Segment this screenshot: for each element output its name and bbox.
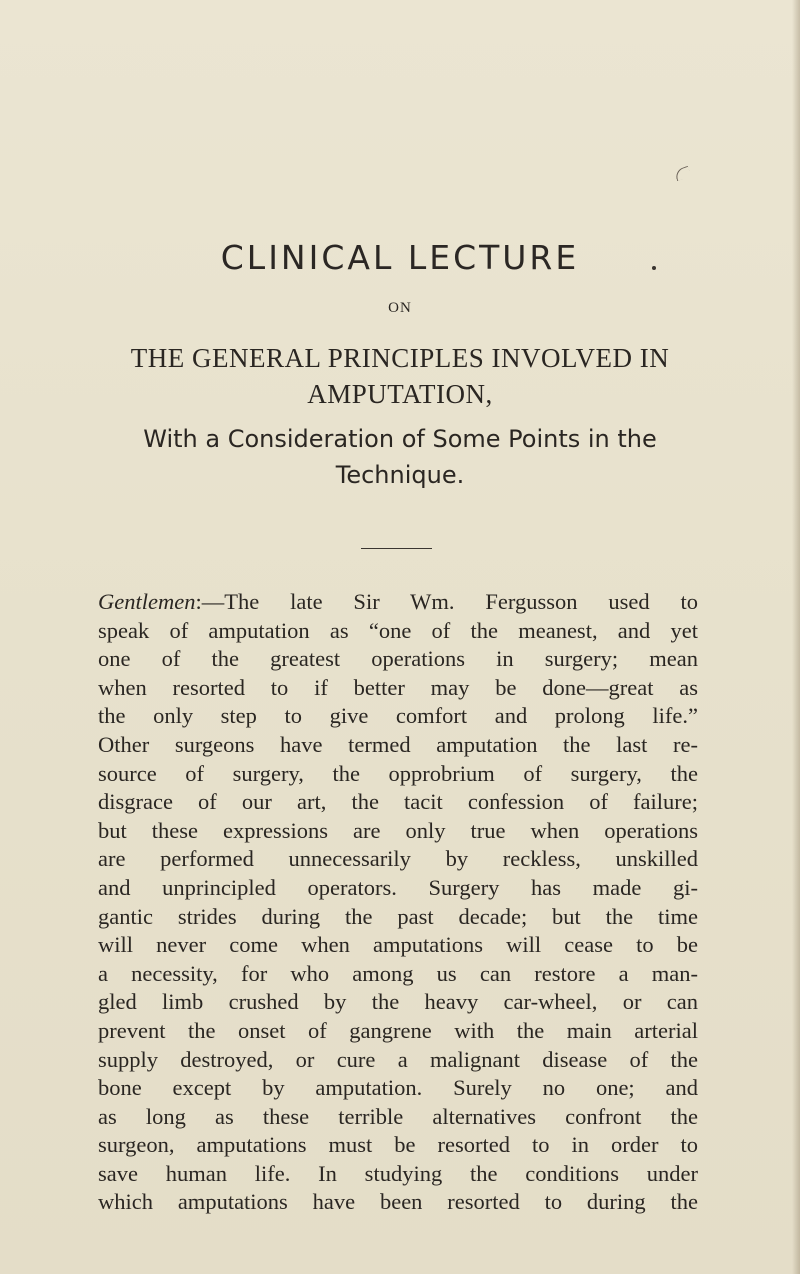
body-line: gantic strides during the past decade; but the time	[98, 903, 698, 929]
body-line-1-text: :—The late Sir Wm. Fergusson used to	[195, 589, 698, 614]
body-line: disgrace of our art, the tacit confession of failure;	[98, 789, 698, 815]
page-edge-shadow	[792, 0, 800, 1274]
subtitle-line-1: THE GENERAL PRINCIPLES INVOLVED IN	[130, 343, 670, 373]
consideration-line-1: With a Consideration of Some Points in the	[143, 425, 657, 453]
body-line: as long as these terrible alternatives confront the	[98, 1103, 698, 1129]
section-divider	[361, 548, 432, 549]
body-line: a necessity, for who among us can restore a man-	[98, 960, 698, 986]
title-connector: ON	[388, 300, 412, 316]
body-line: when resorted to if better may be done—great as	[98, 674, 698, 700]
body-line: save human life. In studying the conditions under	[98, 1160, 698, 1186]
consideration-line-2: Technique.	[335, 461, 465, 489]
body-line: speak of amputation as “one of the meanest, and yet	[98, 617, 698, 643]
lecture-consideration	[0, 421, 800, 493]
body-line: and unprincipled operators. Surgery has made gi-	[98, 874, 698, 900]
body-line: surgeon, amputations must be resorted to in order to	[98, 1132, 698, 1158]
body-line: the only step to give comfort and prolong life.”	[98, 703, 698, 729]
body-line: are performed unnecessarily by reckless, unskilled	[98, 846, 698, 872]
body-line: gled limb crushed by the heavy car-wheel, or can	[98, 989, 698, 1015]
body-line: one of the greatest operations in surgery; mean	[98, 646, 698, 672]
lecture-body	[98, 588, 698, 1217]
lecture-subtitle	[0, 340, 800, 412]
body-line: will never come when amputations will cease to be	[98, 932, 698, 958]
body-line: which amputations have been resorted to during the	[98, 1189, 698, 1215]
body-line: prevent the onset of gangrene with the main arterial	[98, 1017, 698, 1043]
subtitle-line-2: AMPUTATION,	[307, 379, 493, 409]
body-line: Other surgeons have termed amputation the last re-	[98, 731, 698, 757]
pencil-mark	[674, 166, 692, 181]
body-line: bone except by amputation. Surely no one; and	[98, 1075, 698, 1101]
salutation: Gentlemen	[98, 589, 196, 614]
body-line: source of surgery, the opprobrium of surgery, the	[98, 760, 698, 786]
body-line: supply destroyed, or cure a malignant disease of the	[98, 1046, 698, 1072]
body-line-1	[98, 588, 698, 617]
body-line: but these expressions are only true when operations	[98, 817, 698, 843]
lecture-title: CLINICAL LECTURE	[220, 238, 580, 277]
